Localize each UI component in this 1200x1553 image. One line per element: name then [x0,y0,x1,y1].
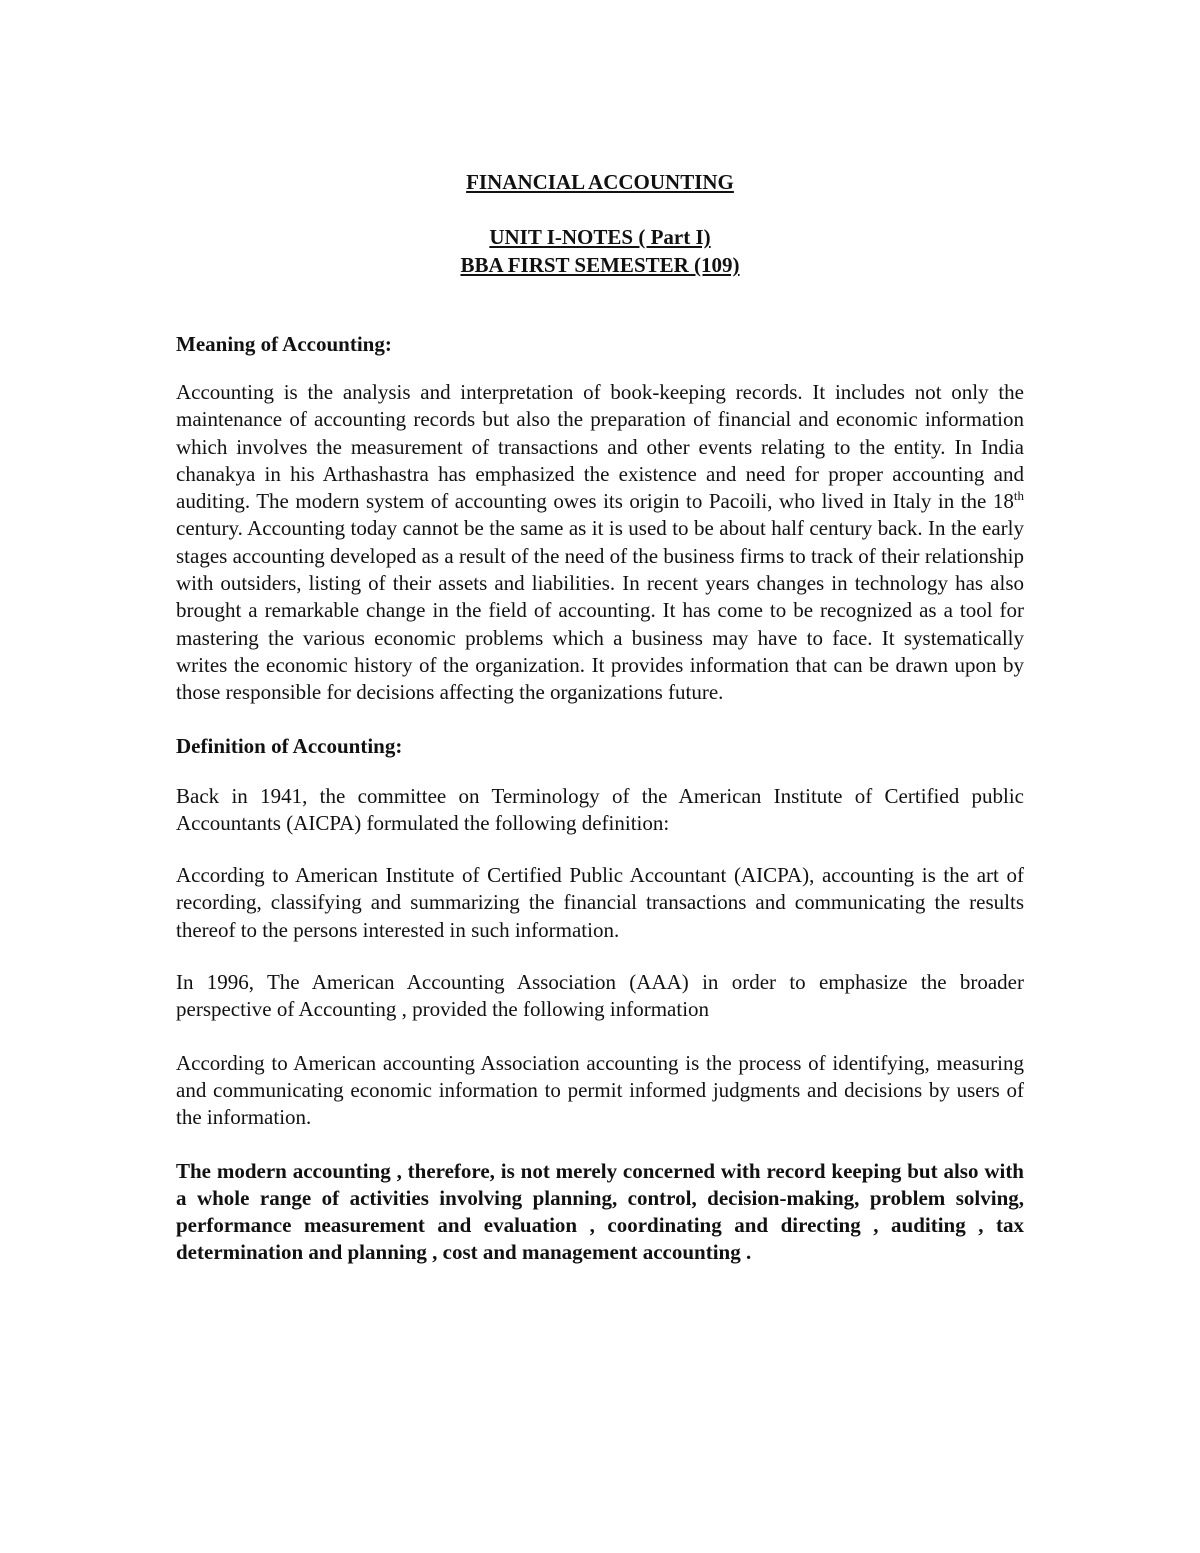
meaning-superscript: th [1013,488,1024,504]
semester-title: BBA FIRST SEMESTER (109) [460,253,740,277]
definition-paragraph-4: According to American accounting Association accounting is the process of identifying, measuring and communicating economic information to permit informed judgments and decisions by users of the information. [176,1050,1024,1130]
definition-paragraph-3: In 1996, The American Accounting Association (AAA) in order to emphasize the broader perspective of Accounting , provided the following information [176,970,1024,1022]
document-title: FINANCIAL ACCOUNTING [466,170,734,194]
document-page [176,168,1024,1267]
definition-paragraph-1: Back in 1941, the committee on Terminology of the American Institute of Certified public Accountants (AICPA) formulated the following definition: [176,783,1024,835]
meaning-paragraph [176,379,1024,707]
meaning-text-part1: Accounting is the analysis and interpretation of book-keeping records. It includes not only the maintenance of accounting records but also the preparation of financial and economic information which involves the measurement of transactions and other events relating to the entity. In India chanakya in his Arthashastra has emphasized the existence and need for proper accounting and auditing. The modern system of accounting owes its origin to Pacoili, who lived in Italy in the 18 [176,380,1024,514]
meaning-heading: Meaning of Accounting: [176,332,392,356]
definition-paragraph-5: The modern accounting , therefore, is not merely concerned with record keeping but also with a whole range of activities involving planning, control, decision-making, problem solving, performance measurement and evaluation , coordinating and directing , auditing , tax determination and planning , cost and management accounting . [176,1158,1024,1265]
definition-heading: Definition of Accounting: [176,733,403,758]
meaning-text-part2: century. Accounting today cannot be the same as it is used to be about half century back. In the early stages accounting developed as a result of the need of the business firms to track of their relationship with outsiders, listing of their assets and liabilities. In recent years changes in technology has also brought a remarkable change in the field of accounting. It has come to be recognized as a tool for mastering the various economic problems which a business may have to face. It systematically writes the economic history of the organization. It provides information that can be drawn upon by those responsible for decisions affecting the organizations future. [176,516,1024,705]
definition-paragraph-2: According to American Institute of Certified Public Accountant (AICPA), accounting is the art of recording, classifying and summarizing the financial transactions and communicating the results thereof to the persons interested in such information. [176,863,1024,942]
unit-title: UNIT I-NOTES ( Part I) [489,225,711,249]
